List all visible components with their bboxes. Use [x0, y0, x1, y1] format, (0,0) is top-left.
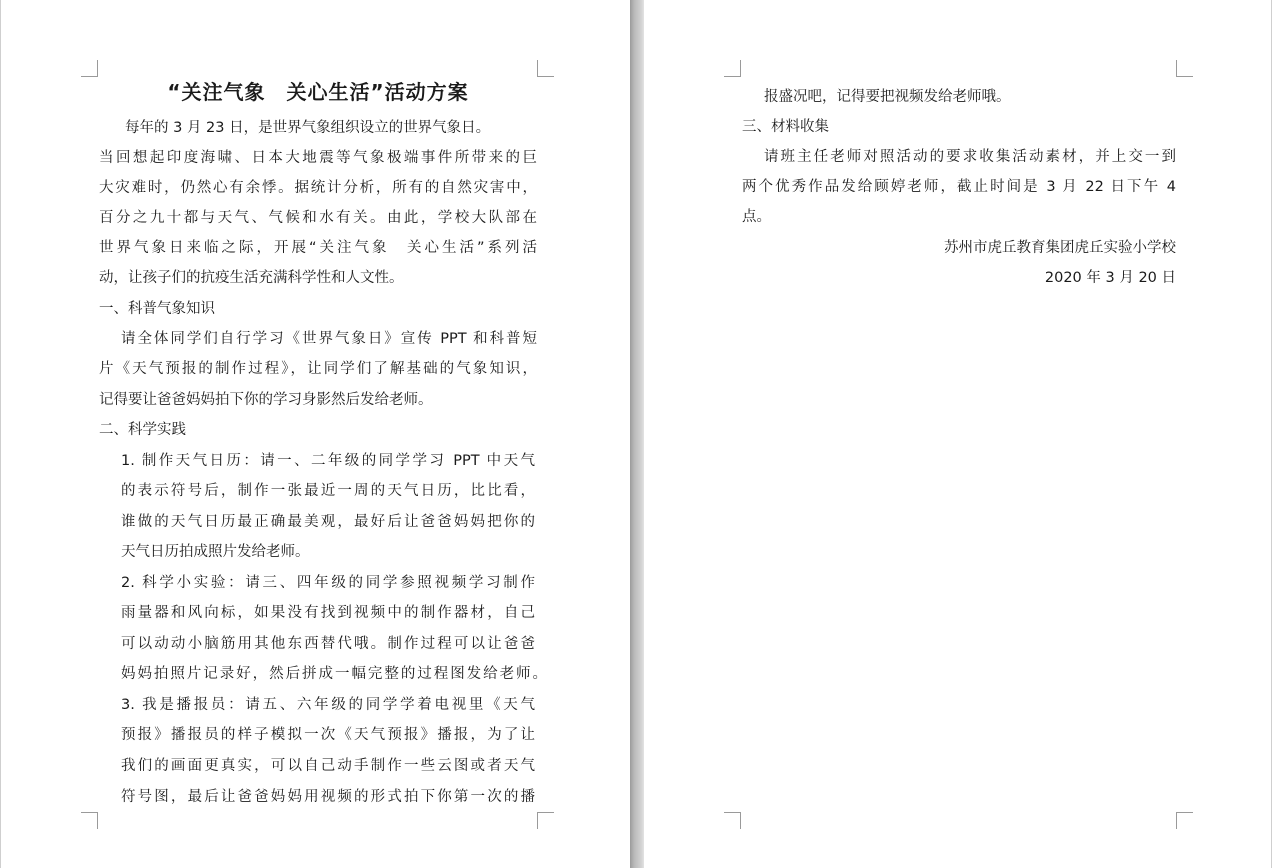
document-page-left — [0, 0, 630, 868]
item3-line: 预报》播报员的样子模拟一次《天气预报》播报，为了让 — [121, 727, 535, 743]
intro-line: 百分之九十都与天气、气候和水有关。由此，学校大队部在 — [99, 210, 537, 226]
intro-line: 当回想起印度海啸、日本大地震等气象极端事件所带来的巨 — [99, 150, 537, 166]
crop-mark-bottom-left — [81, 812, 98, 829]
section-heading-1: 一、科普气象知识 — [99, 301, 215, 317]
item1-line: 天气日历拍成照片发给老师。 — [121, 544, 310, 560]
item1-line: 1. 制作天气日历：请一、二年级的同学学习 PPT 中天气 — [121, 453, 535, 469]
section3-line: 点。 — [742, 209, 771, 225]
item2-line: 可以动动小脑筋用其他东西替代哦。制作过程可以让爸爸 — [121, 636, 535, 652]
item2-line: 妈妈拍照片记录好，然后拼成一幅完整的过程图发给老师。 — [121, 666, 547, 682]
crop-mark-top-right — [1176, 60, 1193, 77]
page-gutter — [630, 0, 644, 868]
intro-line: 大灾难时，仍然心有余悸。据统计分析，所有的自然灾害中， — [99, 180, 537, 196]
document-page-right — [644, 0, 1272, 868]
item1-line: 谁做的天气日历最正确最美观，最好后让爸爸妈妈把你的 — [121, 514, 535, 530]
item3-line: 我们的画面更真实，可以自己动手制作一些云图或者天气 — [121, 758, 535, 774]
item2-line: 2. 科学小实验：请三、四年级的同学参照视频学习制作 — [121, 575, 535, 591]
continuation-line: 报盛况吧，记得要把视频发给老师哦。 — [764, 89, 1011, 105]
item3-line: 3. 我是播报员：请五、六年级的同学学着电视里《天气 — [121, 697, 535, 713]
signature-organization: 苏州市虎丘教育集团虎丘实验小学校 — [944, 240, 1176, 256]
section-heading-3: 三、材料收集 — [742, 119, 829, 135]
intro-line: 世界气象日来临之际，开展“关注气象 关心生活”系列活 — [99, 240, 537, 256]
section1-line: 记得要让爸爸妈妈拍下你的学习身影然后发给老师。 — [99, 392, 433, 408]
section3-line: 两个优秀作品发给顾婷老师，截止时间是 3 月 22 日下午 4 — [742, 179, 1176, 195]
crop-mark-top-right — [537, 60, 554, 77]
item3-line: 符号图，最后让爸爸妈妈用视频的形式拍下你第一次的播 — [121, 789, 535, 805]
section1-line: 片《天气预报的制作过程》，让同学们了解基础的气象知识， — [99, 361, 537, 377]
intro-line: 每年的 3 月 23 日，是世界气象组织设立的世界气象日。 — [125, 120, 491, 136]
crop-mark-bottom-right — [1176, 812, 1193, 829]
crop-mark-top-left — [724, 60, 741, 77]
document-title: “关注气象 关心生活”活动方案 — [167, 80, 469, 104]
section-heading-2: 二、科学实践 — [99, 422, 186, 438]
item2-line: 雨量器和风向标，如果没有找到视频中的制作器材，自己 — [121, 605, 535, 621]
intro-line: 动，让孩子们的抗疫生活充满科学性和人文性。 — [99, 270, 404, 286]
section3-line: 请班主任老师对照活动的要求收集活动素材，并上交一到 — [764, 149, 1176, 165]
signature-date: 2020 年 3 月 20 日 — [1044, 270, 1176, 286]
crop-mark-bottom-left — [724, 812, 741, 829]
crop-mark-top-left — [81, 60, 98, 77]
crop-mark-bottom-right — [537, 812, 554, 829]
section1-line: 请全体同学们自行学习《世界气象日》宣传 PPT 和科普短 — [121, 331, 537, 347]
item1-line: 的表示符号后，制作一张最近一周的天气日历，比比看， — [121, 483, 535, 499]
